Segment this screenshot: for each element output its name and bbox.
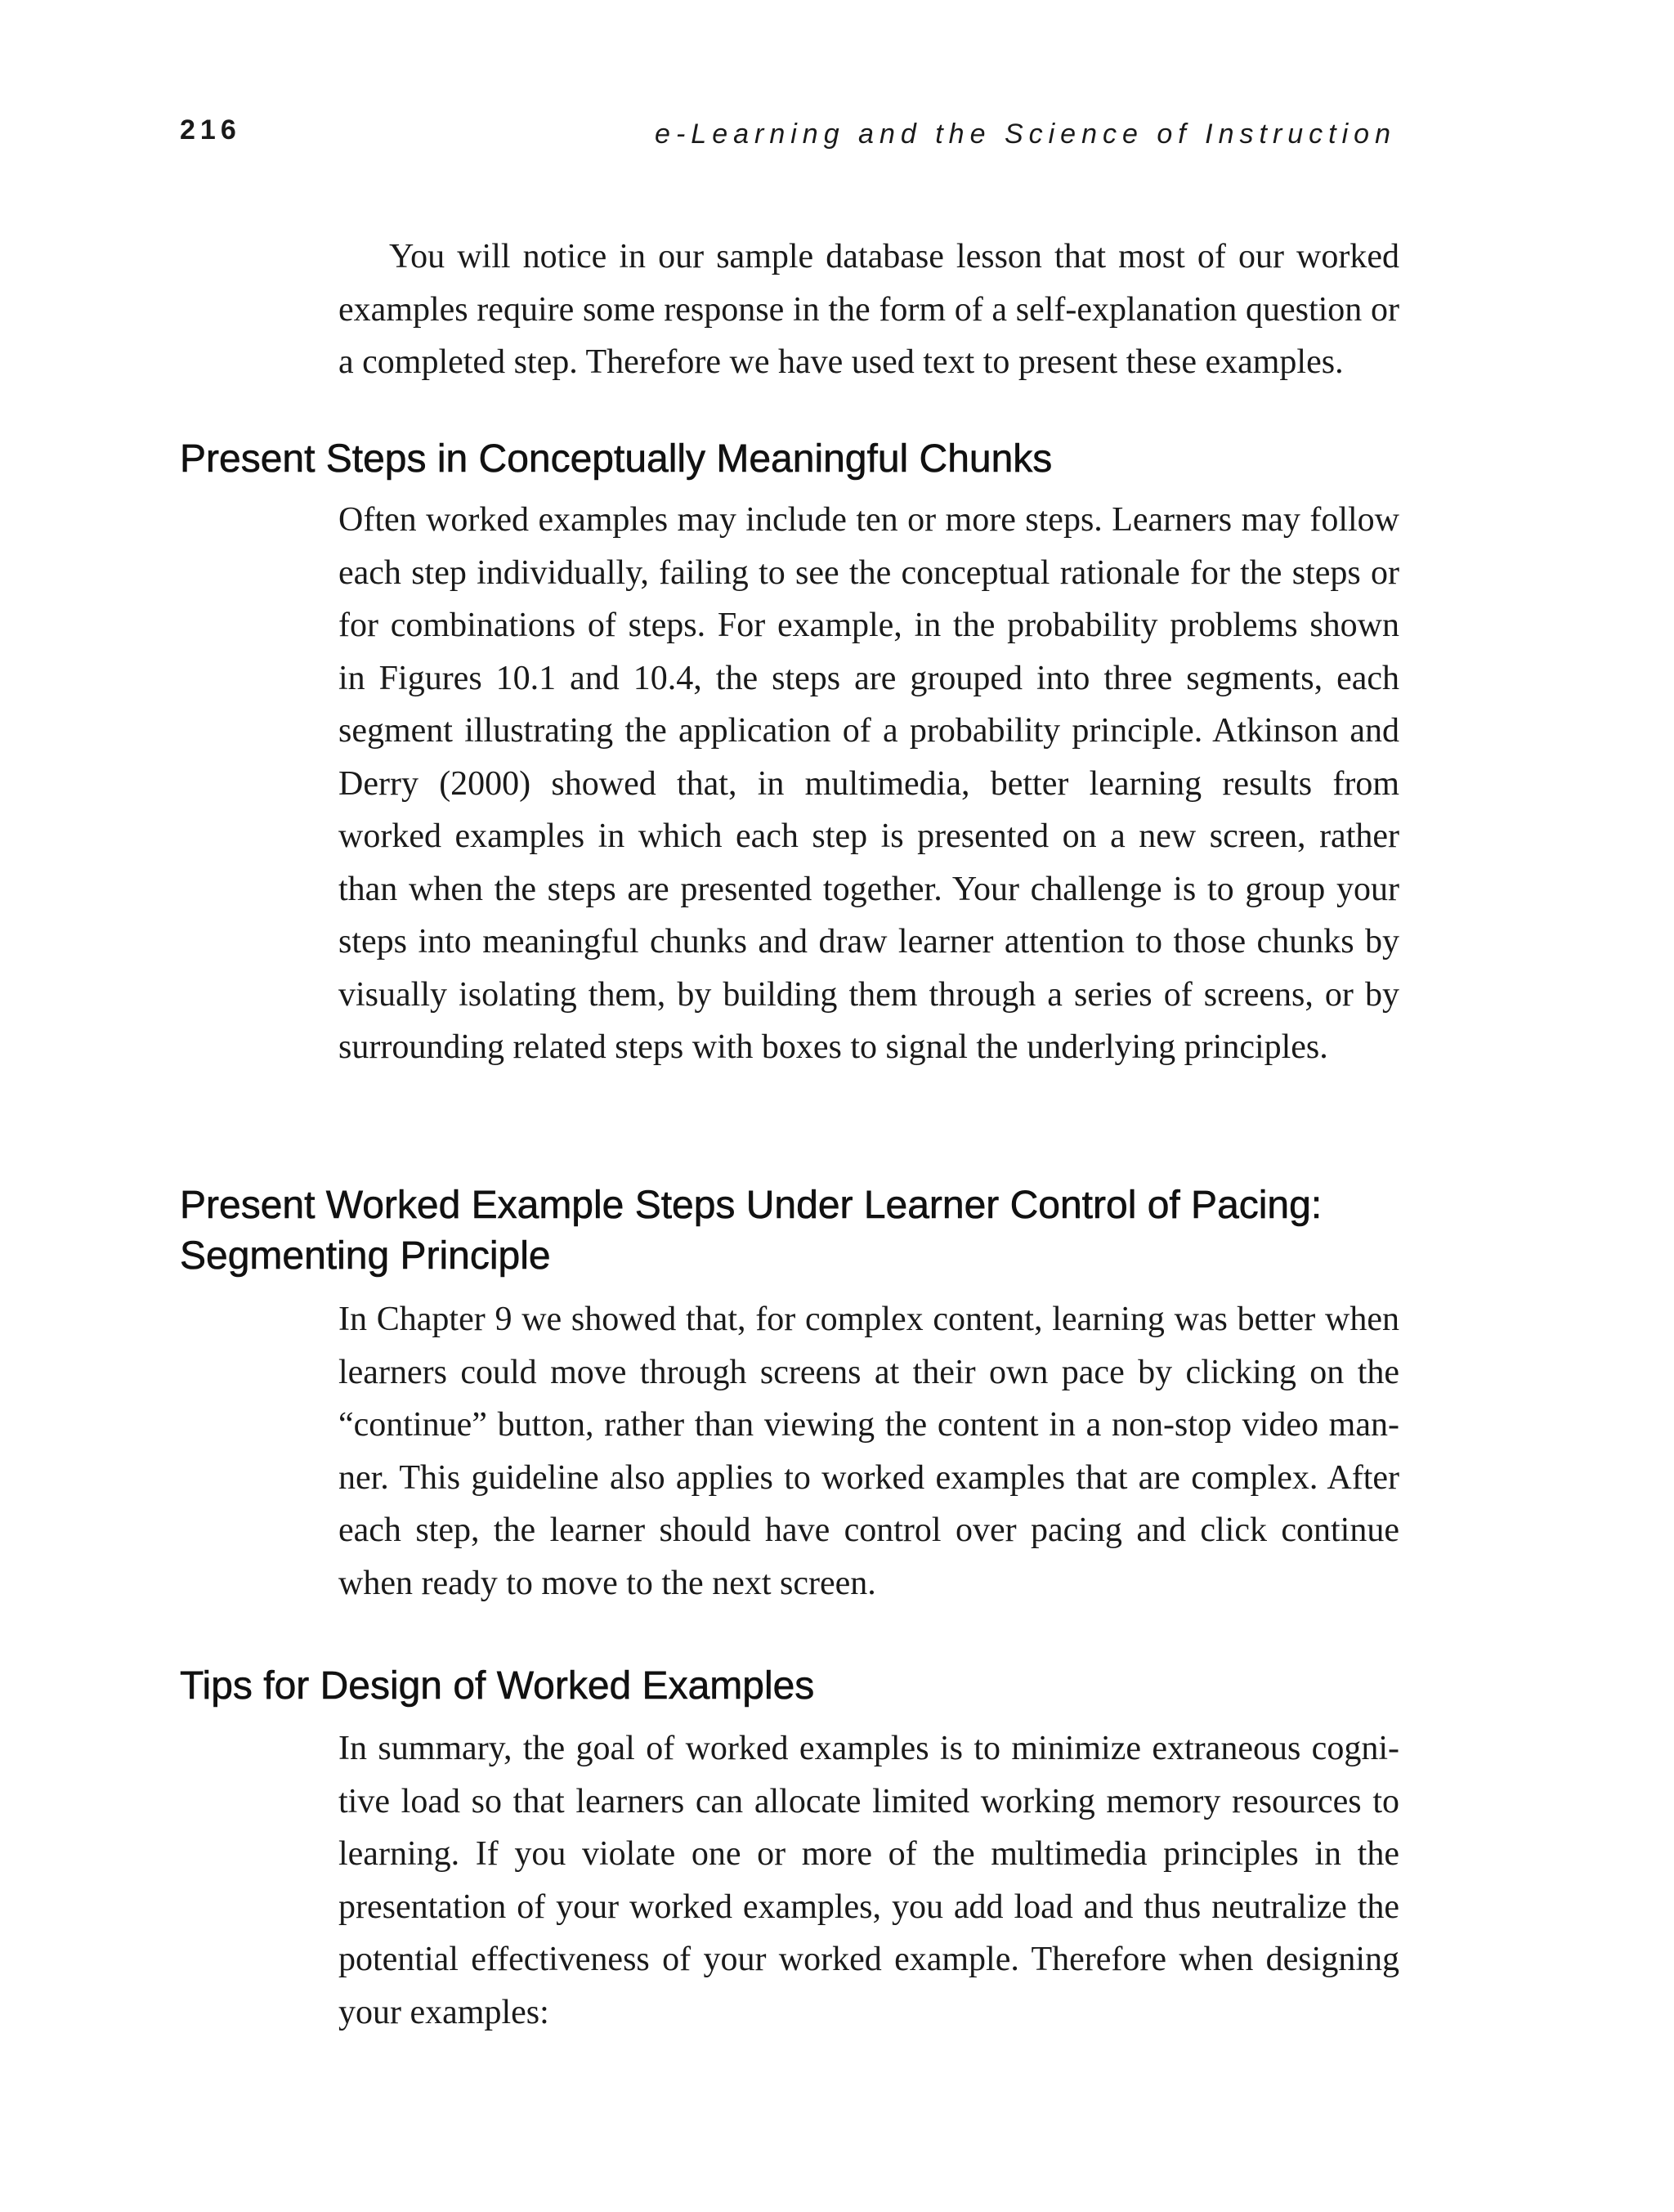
section-body-tips: In summary, the goal of worked examples is to minimize extraneous cognitive load so that learners can allocate limited working memory resources to learning. If you violate one or more of the multimedia principles in the presentation of your worked examples, you add load and thus neutralize the potential effectiveness of your worked example. Therefore when designing your examples: [338,1730,1399,2031]
intro-paragraph: You will notice in our sample database lesson that most of our worked examples require some response in the form of a self-explanation question or a completed step. Therefore we have used text to present these examples. [338,238,1399,381]
running-head: e-Learning and the Science of Instruction [655,119,1396,150]
section-heading-chunks: Present Steps in Conceptually Meaningful Chunks [180,437,1053,481]
section-heading-tips: Tips for Design of Worked Examples [180,1664,815,1708]
section-heading-pacing: Present Worked Example Steps Under Learner Control of Pacing: Segmenting Principle [180,1184,1323,1278]
section-body-chunks: Often worked examples may include ten or more steps. Learners may follow each step individually, failing to see the conceptual rationale for the steps or for combinations of steps. For example, in the probability problems shown in Figures 10.1 and 10.4, the steps are grouped into three segments, each segment illustrating the application of a probability principle. Atkinson and Derry (2000) showed that, in multimedia, better learning results from worked examples in which each step is presented on a new screen, rather than when the steps are presented together. Your challenge is to group your steps into meaningful chunks and draw learner attention to those chunks by visually isolating them, by building them through a series of screens, or by surrounding related steps with boxes to signal the underlying principles. [338,501,1399,1066]
section-body-pacing: In Chapter 9 we showed that, for complex content, learning was better when learners could move through screens at their own pace by clicking on the “continue” button, rather than viewing the content in a non-stop video manner. This guideline also applies to worked examples that are complex. After each step, the learner should have control over pacing and click continue when ready to move to the next screen. [338,1301,1399,1602]
page-number: 216 [180,114,241,146]
